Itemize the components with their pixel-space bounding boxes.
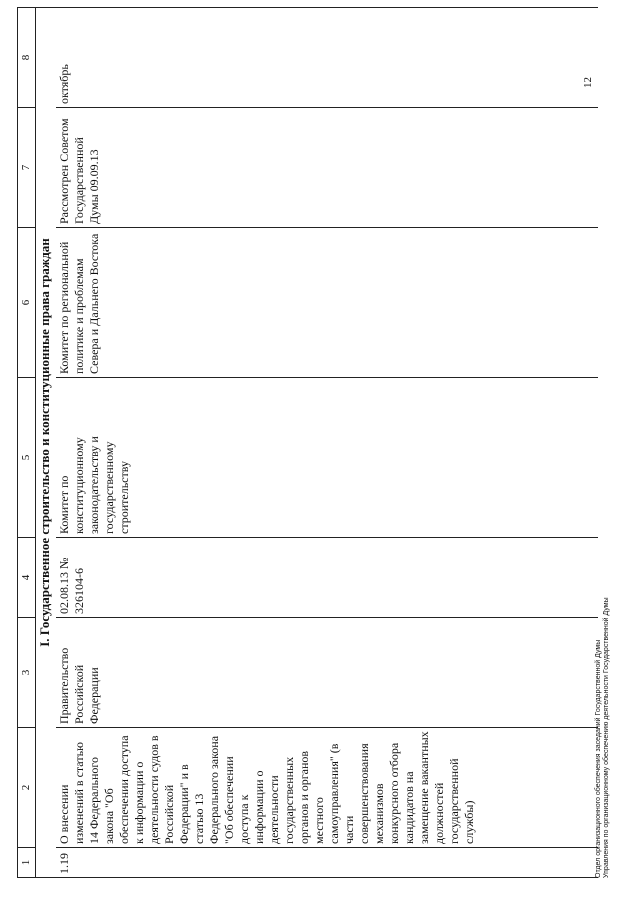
bill-registration: 02.08.13 № 326104-6 [56, 538, 598, 618]
bill-title: О внесении изменений в статью 14 Федерального закона "Об обеспечении доступа к информации о деятельности судов в Российской Федерации" и в статью 13 Федерального закона "Об обеспечении доступа к информации о деятельности государственных органов и органов местного самоуправления" (в части совершенствования механизмов конкурсного отбора кандидатов на замещение вакантных должностей государственной службы) [56, 728, 598, 848]
bill-term: октябрь [56, 8, 598, 108]
footer-line: Отдел организационного обеспечения заседаний Государственной Думы [595, 639, 602, 878]
column-number: 5 [18, 378, 36, 538]
row-number: 1.19 [56, 848, 598, 878]
column-number: 3 [18, 618, 36, 728]
bill-initiator: Правительство Российской Федерации [56, 618, 598, 728]
page-number: 12 [582, 77, 594, 88]
bill-status: Рассмотрен Советом Государственной Думы 09.09.13 [56, 108, 598, 228]
section-title: I. Государственное строительство и конституционные права граждан [36, 8, 57, 878]
column-number: 4 [18, 538, 36, 618]
column-number: 1 [18, 848, 36, 878]
column-number: 7 [18, 108, 36, 228]
section-header-row [36, 8, 57, 878]
rotated-page [17, 0, 617, 878]
column-number: 8 [18, 8, 36, 108]
footer-line: Управления по организационному обеспечению деятельности Государственной Думы [603, 597, 610, 878]
column-number: 6 [18, 228, 36, 378]
co-committee: Комитет по региональной политике и проблемам Севера и Дальнего Востока [56, 228, 598, 378]
responsible-committee: Комитет по конституционному законодательству и государственному строительству [56, 378, 598, 538]
column-number-row [18, 8, 36, 878]
table-row [56, 8, 598, 878]
bill-table [17, 7, 598, 878]
column-number: 2 [18, 728, 36, 848]
footer [595, 597, 611, 878]
